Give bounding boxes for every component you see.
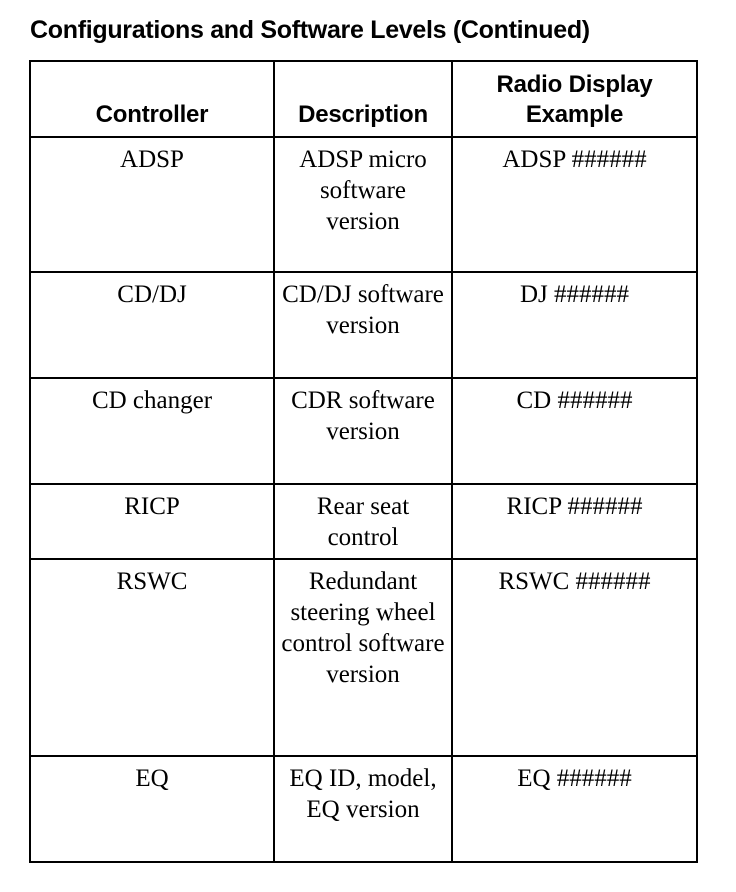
cell-description: Redundant steering wheel control software version [274, 559, 452, 756]
column-header-radio-display-line2: Example [525, 101, 624, 128]
cell-controller: ADSP [30, 137, 274, 272]
cell-controller: CD/DJ [30, 272, 274, 378]
cell-controller: RSWC [30, 559, 274, 756]
cell-description: CD/DJ software version [274, 272, 452, 378]
cell-radio-display: CD ###### [452, 378, 697, 484]
cell-controller: CD changer [30, 378, 274, 484]
cell-description: Rear seat control [274, 484, 452, 559]
page-title: Configurations and Software Levels (Continued) [30, 16, 590, 44]
cell-description: EQ ID, model, EQ version [274, 756, 452, 862]
cell-description: CDR software version [274, 378, 452, 484]
table-row [30, 137, 697, 272]
cell-radio-display: RSWC ###### [452, 559, 697, 756]
table-row [30, 559, 697, 756]
column-header-radio-display-line1: Radio Display [496, 71, 653, 98]
column-header-radio-display-example [452, 61, 697, 137]
cell-radio-display: RICP ###### [452, 484, 697, 559]
header-row [30, 61, 697, 137]
column-header-description: Description [274, 61, 452, 137]
cell-controller: RICP [30, 484, 274, 559]
cell-radio-display: EQ ###### [452, 756, 697, 862]
configurations-table [29, 60, 698, 863]
cell-radio-display: DJ ###### [452, 272, 697, 378]
table-row [30, 272, 697, 378]
cell-description: ADSP micro software version [274, 137, 452, 272]
table-row [30, 484, 697, 559]
table-row [30, 378, 697, 484]
cell-radio-display: ADSP ###### [452, 137, 697, 272]
cell-controller: EQ [30, 756, 274, 862]
table-row [30, 756, 697, 862]
column-header-controller: Controller [30, 61, 274, 137]
